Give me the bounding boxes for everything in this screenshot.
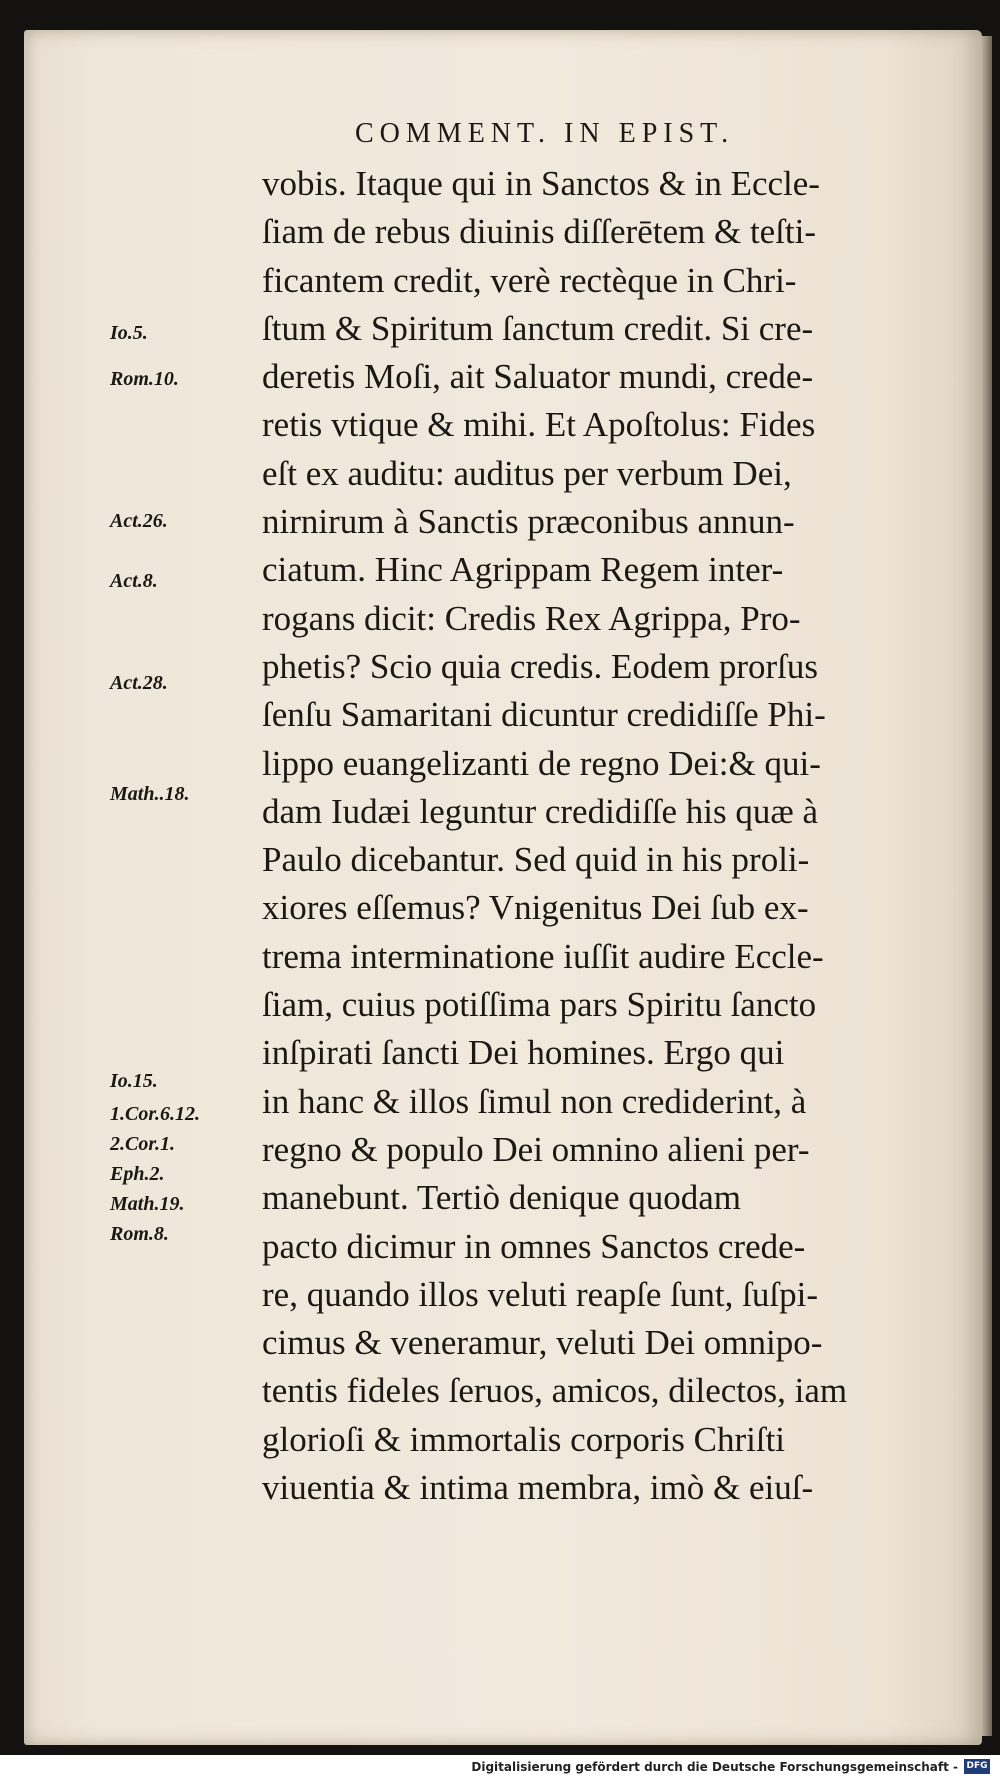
margin-reference: Act.28.: [110, 672, 168, 694]
body-text: [262, 160, 952, 1512]
margin-reference: Math.19.: [110, 1193, 185, 1215]
text-line: nirnirum à Sanctis præconibus annun-: [262, 502, 795, 542]
text-line: glorioſi & immortalis corporis Chriſti: [262, 1419, 786, 1459]
text-line: vobis. Itaque qui in Sanctos & in Eccle-: [262, 164, 820, 203]
margin-reference: Io.5.: [110, 322, 148, 344]
text-line: deretis Moſi, ait Saluator mundi, crede-: [262, 357, 814, 397]
margin-reference: Rom.8.: [110, 1223, 169, 1245]
text-line: xiores eſſemus? Vnigenitus Dei ſub ex-: [262, 888, 809, 928]
footer-bar: [0, 1755, 1000, 1780]
text-line: inſpirati ſancti Dei homines. Ergo qui: [262, 1033, 785, 1073]
margin-notes: [0, 0, 260, 1500]
text-line: tentis fideles ſeruos, amicos, dilectos, iam: [262, 1371, 848, 1411]
margin-reference: Eph.2.: [110, 1163, 165, 1185]
text-line: phetis? Scio quia credis. Eodem prorſus: [262, 646, 818, 686]
dfg-logo: DFG: [964, 1759, 990, 1774]
text-line: pacto dicimur in omnes Sanctos crede-: [262, 1226, 806, 1266]
text-line: retis vtique & mihi. Et Apoſtolus: Fides: [262, 405, 816, 445]
text-line: lippo euangelizanti de regno Dei:& qui-: [262, 743, 821, 783]
margin-reference: Act.26.: [110, 510, 168, 532]
text-line: ficantem credit, verè rectèque in Chri-: [262, 260, 797, 300]
text-line: cimus & veneramur, veluti Dei omnipo-: [262, 1323, 823, 1363]
text-line: ſenſu Samaritani dicuntur credidiſſe Phi-: [262, 695, 826, 735]
margin-reference: Io.15.: [110, 1070, 158, 1092]
text-line: manebunt. Tertiò denique quodam: [262, 1178, 742, 1218]
text-line: eſt ex auditu: auditus per verbum Dei,: [262, 453, 792, 493]
text-line: rogans dicit: Credis Rex Agrippa, Pro-: [262, 598, 801, 638]
page-edge: [982, 36, 992, 1736]
text-line: dam Iudæi leguntur credidiſſe his quæ à: [262, 791, 819, 831]
text-line: ſiam, cuius potiſſima pars Spiritu ſancto: [262, 985, 817, 1025]
margin-reference: 2.Cor.1.: [110, 1133, 176, 1155]
text-line: regno & populo Dei omnino alieni per-: [262, 1129, 810, 1169]
margin-reference: 1.Cor.6.12.: [110, 1103, 201, 1125]
text-line: ſiam de rebus diuinis diſſerētem & teſti-: [262, 212, 817, 252]
text-line: Paulo dicebantur. Sed quid in his proli-: [262, 840, 810, 880]
text-line: viuentia & intima membra, imò & eiuſ-: [262, 1468, 814, 1508]
margin-reference: Math..18.: [110, 783, 190, 805]
text-line: in hanc & illos ſimul non crediderint, à: [262, 1081, 807, 1121]
funding-credit: Digitalisierung gefördert durch die Deutsche Forschungsgemeinschaft -: [471, 1760, 958, 1774]
text-line: re, quando illos veluti reapſe ſunt, ſuſpi-: [262, 1274, 818, 1314]
text-line: trema interminatione iuſſit audire Eccle-: [262, 936, 824, 976]
running-head: COMMENT. IN EPIST.: [355, 118, 735, 149]
text-line: ſtum & Spiritum ſanctum credit. Si cre-: [262, 308, 814, 348]
text-line: ciatum. Hinc Agrippam Regem inter-: [262, 550, 784, 590]
margin-reference: Act.8.: [110, 570, 158, 592]
margin-reference: Rom.10.: [110, 368, 179, 390]
